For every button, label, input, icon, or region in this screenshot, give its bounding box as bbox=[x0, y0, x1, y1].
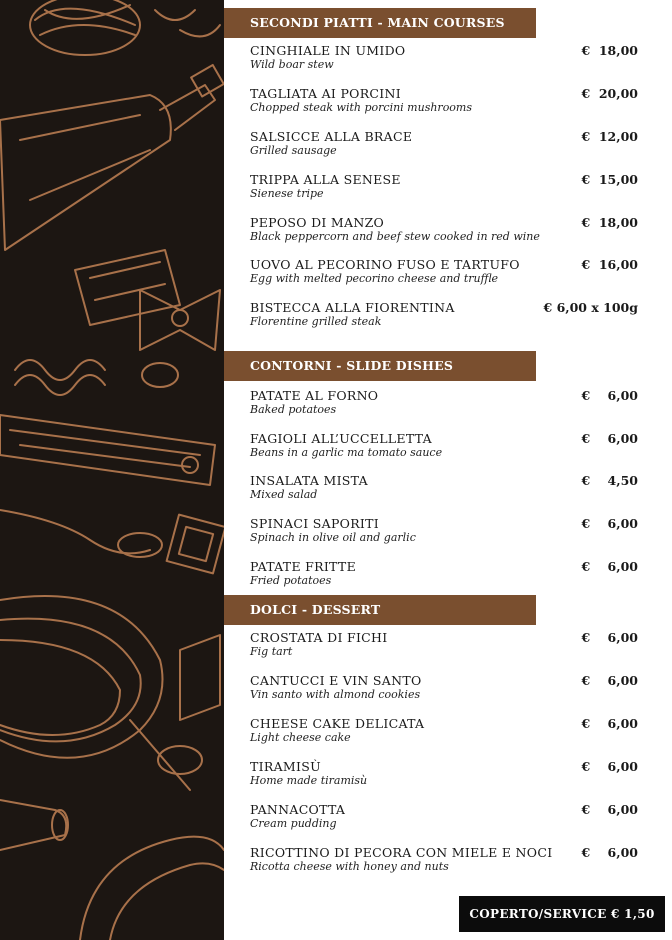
menu-item bbox=[250, 473, 642, 507]
dish-description: Ricotta cheese with honey and nuts bbox=[250, 860, 449, 873]
dish-description: Vin santo with almond cookies bbox=[250, 688, 421, 701]
dish-price: € 6,00 bbox=[581, 759, 638, 774]
dish-price: € 15,00 bbox=[581, 172, 638, 187]
dish-name: SPINACI SAPORITI bbox=[250, 516, 380, 531]
dish-description: Sienese tripe bbox=[250, 187, 324, 200]
dish-price: € 6,00 bbox=[581, 559, 638, 574]
dish-description: Grilled sausage bbox=[250, 144, 337, 157]
menu-item bbox=[250, 300, 642, 334]
dish-name: CINGHIALE IN UMIDO bbox=[250, 43, 406, 58]
menu-item bbox=[250, 172, 642, 206]
menu-item bbox=[250, 630, 642, 664]
dish-name: SALSICCE ALLA BRACE bbox=[250, 129, 413, 144]
dish-price: € 12,00 bbox=[581, 129, 638, 144]
dish-price: € 6,00 bbox=[581, 630, 638, 645]
section-header-main-courses: SECONDI PIATTI - MAIN COURSES bbox=[224, 8, 536, 38]
dish-description: Black peppercorn and beef stew cooked in red wine bbox=[250, 230, 540, 243]
menu-item bbox=[250, 516, 642, 550]
coperto-service-charge: COPERTO/SERVICE € 1,50 bbox=[459, 896, 665, 932]
dish-name: PANNACOTTA bbox=[250, 802, 346, 817]
dish-name: CHEESE CAKE DELICATA bbox=[250, 716, 425, 731]
dish-name: TIRAMISÙ bbox=[250, 759, 321, 774]
dish-description: Chopped steak with porcini mushrooms bbox=[250, 101, 473, 114]
dish-name: PATATE AL FORNO bbox=[250, 388, 379, 403]
fusilli-icon bbox=[15, 360, 105, 395]
decorative-food-illustration bbox=[0, 0, 224, 940]
pasta-stick-icon bbox=[180, 635, 220, 720]
dish-name: TRIPPA ALLA SENESE bbox=[250, 172, 401, 187]
dish-price: € 6,00 x 100g bbox=[543, 300, 638, 315]
dish-description: Baked potatoes bbox=[250, 403, 337, 416]
dish-description: Mixed salad bbox=[250, 488, 318, 501]
dish-description: Florentine grilled steak bbox=[250, 315, 382, 328]
dish-name: FAGIOLI ALL’UCCELLETTA bbox=[250, 431, 432, 446]
dish-price: € 6,00 bbox=[581, 388, 638, 403]
menu-item bbox=[250, 845, 642, 879]
penne-icon bbox=[75, 250, 180, 325]
dish-description: Egg with melted pecorino cheese and truffle bbox=[250, 272, 498, 285]
dish-description: Home made tiramisù bbox=[250, 774, 368, 787]
dish-price: € 6,00 bbox=[581, 845, 638, 860]
rolled-pasta-icon bbox=[0, 800, 68, 850]
dish-description: Fried potatoes bbox=[250, 574, 332, 587]
dish-price: € 18,00 bbox=[581, 215, 638, 230]
menu-item bbox=[250, 388, 642, 422]
menu-item bbox=[250, 716, 642, 750]
menu-item bbox=[250, 43, 642, 77]
dish-price: € 6,00 bbox=[581, 716, 638, 731]
dish-price: € 4,50 bbox=[581, 473, 638, 488]
dish-price: € 6,00 bbox=[581, 516, 638, 531]
menu-item bbox=[250, 86, 642, 120]
section-header-side-dishes: CONTORNI - SLIDE DISHES bbox=[224, 351, 536, 381]
rolling-pin-icon bbox=[0, 510, 162, 557]
dish-description: Light cheese cake bbox=[250, 731, 351, 744]
dish-name: PEPOSO DI MANZO bbox=[250, 215, 385, 230]
dish-description: Spinach in olive oil and garlic bbox=[250, 531, 416, 544]
menu-item bbox=[250, 559, 642, 593]
dish-name: PATATE FRITTE bbox=[250, 559, 356, 574]
dish-price: € 18,00 bbox=[581, 43, 638, 58]
farfalle-icon bbox=[140, 290, 220, 350]
dish-price: € 20,00 bbox=[581, 86, 638, 101]
dish-description: Cream pudding bbox=[250, 817, 337, 830]
menu-item bbox=[250, 129, 642, 163]
dish-price: € 16,00 bbox=[581, 257, 638, 272]
dish-name: TAGLIATA AI PORCINI bbox=[250, 86, 401, 101]
dish-description: Beans in a garlic ma tomato sauce bbox=[250, 446, 443, 459]
dish-name: RICOTTINO DI PECORA CON MIELE E NOCI bbox=[250, 845, 553, 860]
pasta-nest-icon bbox=[30, 0, 220, 55]
cutting-board-icon bbox=[0, 415, 215, 485]
menu-item bbox=[250, 759, 642, 793]
dish-description: Wild boar stew bbox=[250, 58, 334, 71]
dish-name: CANTUCCI E VIN SANTO bbox=[250, 673, 422, 688]
dish-name: CROSTATA DI FICHI bbox=[250, 630, 388, 645]
menu-item bbox=[250, 431, 642, 465]
dish-price: € 6,00 bbox=[581, 673, 638, 688]
menu-item bbox=[250, 257, 642, 291]
menu-item bbox=[250, 802, 642, 836]
dish-price: € 6,00 bbox=[581, 802, 638, 817]
dish-name: BISTECCA ALLA FIORENTINA bbox=[250, 300, 455, 315]
whisk-icon bbox=[0, 596, 190, 790]
menu-item bbox=[250, 215, 642, 249]
ladle-icon bbox=[80, 837, 224, 940]
dish-name: UOVO AL PECORINO FUSO E TARTUFO bbox=[250, 257, 520, 272]
dish-price: € 6,00 bbox=[581, 431, 638, 446]
menu-item bbox=[250, 673, 642, 707]
seed-icon bbox=[142, 363, 178, 387]
ravioli-icon bbox=[167, 515, 224, 574]
dish-name: INSALATA MISTA bbox=[250, 473, 368, 488]
dish-description: Fig tart bbox=[250, 645, 293, 658]
section-header-dessert: DOLCI - DESSERT bbox=[224, 595, 536, 625]
oil-bottle-icon bbox=[0, 65, 224, 250]
